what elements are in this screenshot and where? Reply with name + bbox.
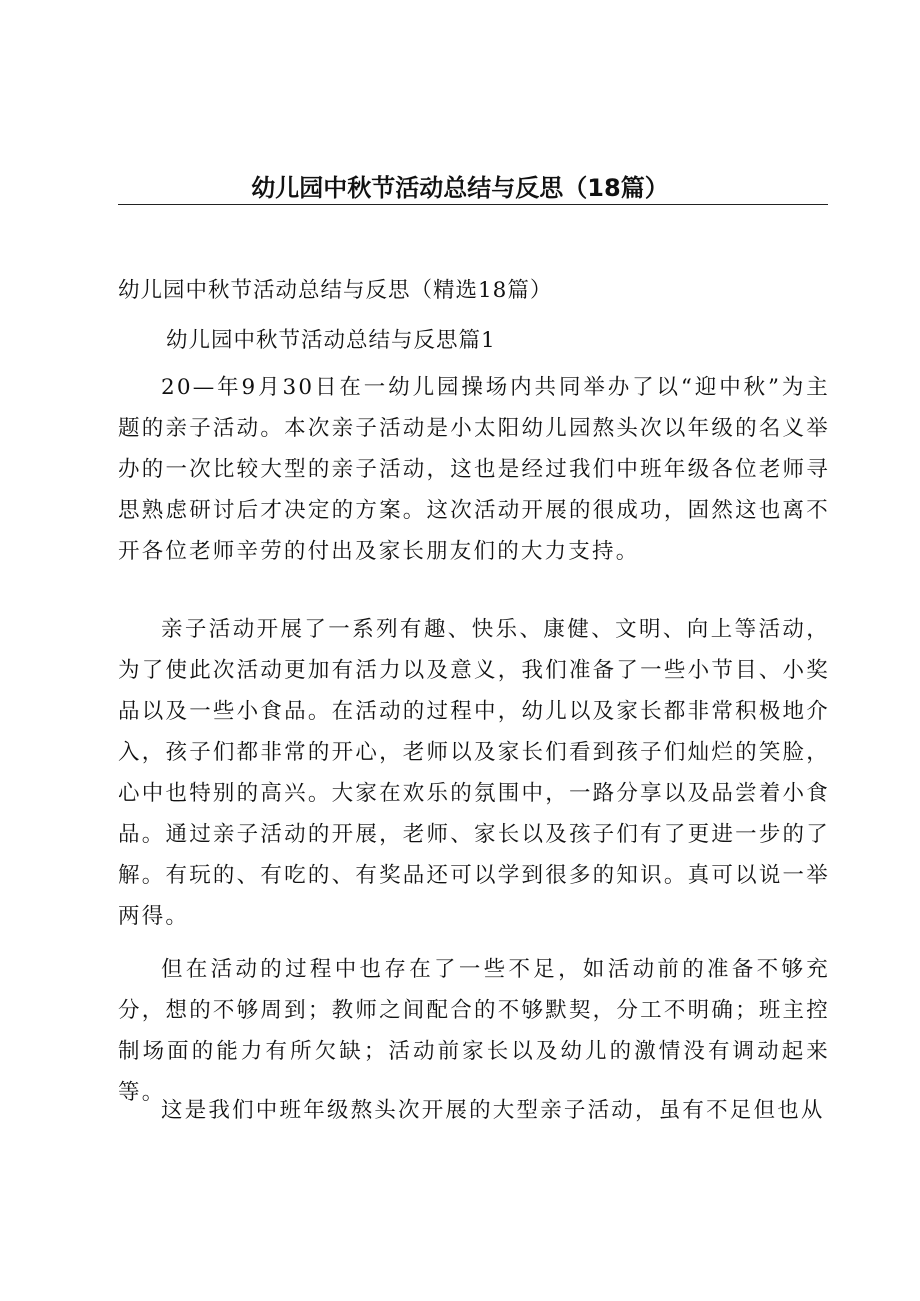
title-underline-divider: [118, 204, 828, 205]
document-subtitle: 幼儿园中秋节活动总结与反思（精选18篇）: [118, 278, 553, 303]
paragraph-1: 20—年9月30日在一幼儿园操场内共同举办了以“迎中秋”为主题的亲子活动。本次亲子活动是小太阳幼儿园熬头次以年级的名义举办的一次比较大型的亲子活动，这也是经过我们中班年级各位老师寻思熟虑研讨后才决定的方案。这次活动开展的很成功，固然这也离不开各位老师辛劳的付出及家长朋友们的大力支持。: [118, 375, 830, 564]
paragraph-3: 但在活动的过程中也存在了一些不足，如活动前的准备不够充分，想的不够周到；教师之间配合的不够默契，分工不明确；班主控制场面的能力有所欠缺；活动前家长以及幼儿的激情没有调动起来等。: [118, 957, 830, 1105]
paragraph-2: 亲子活动开展了一系列有趣、快乐、康健、文明、向上等活动，为了使此次活动更加有活力以及意义，我们准备了一些小节目、小奖品以及一些小食品。在活动的过程中，幼儿以及家长都非常积极地介入，孩子们都非常的开心，老师以及家长们看到孩子们灿烂的笑脸，心中也特别的高兴。大家在欢乐的氛围中，一路分享以及品尝着小食品。通过亲子活动的开展，老师、家长以及孩子们有了更进一步的了解。有玩的、有吃的、有奖品还可以学到很多的知识。真可以说一举两得。: [118, 617, 830, 929]
section-heading: 幼儿园中秋节活动总结与反思篇1: [166, 328, 496, 353]
paragraph-4: 这是我们中班年级熬头次开展的大型亲子活动，虽有不足但也从: [161, 1098, 825, 1123]
document-title: 幼儿园中秋节活动总结与反思（18篇）: [251, 174, 669, 202]
